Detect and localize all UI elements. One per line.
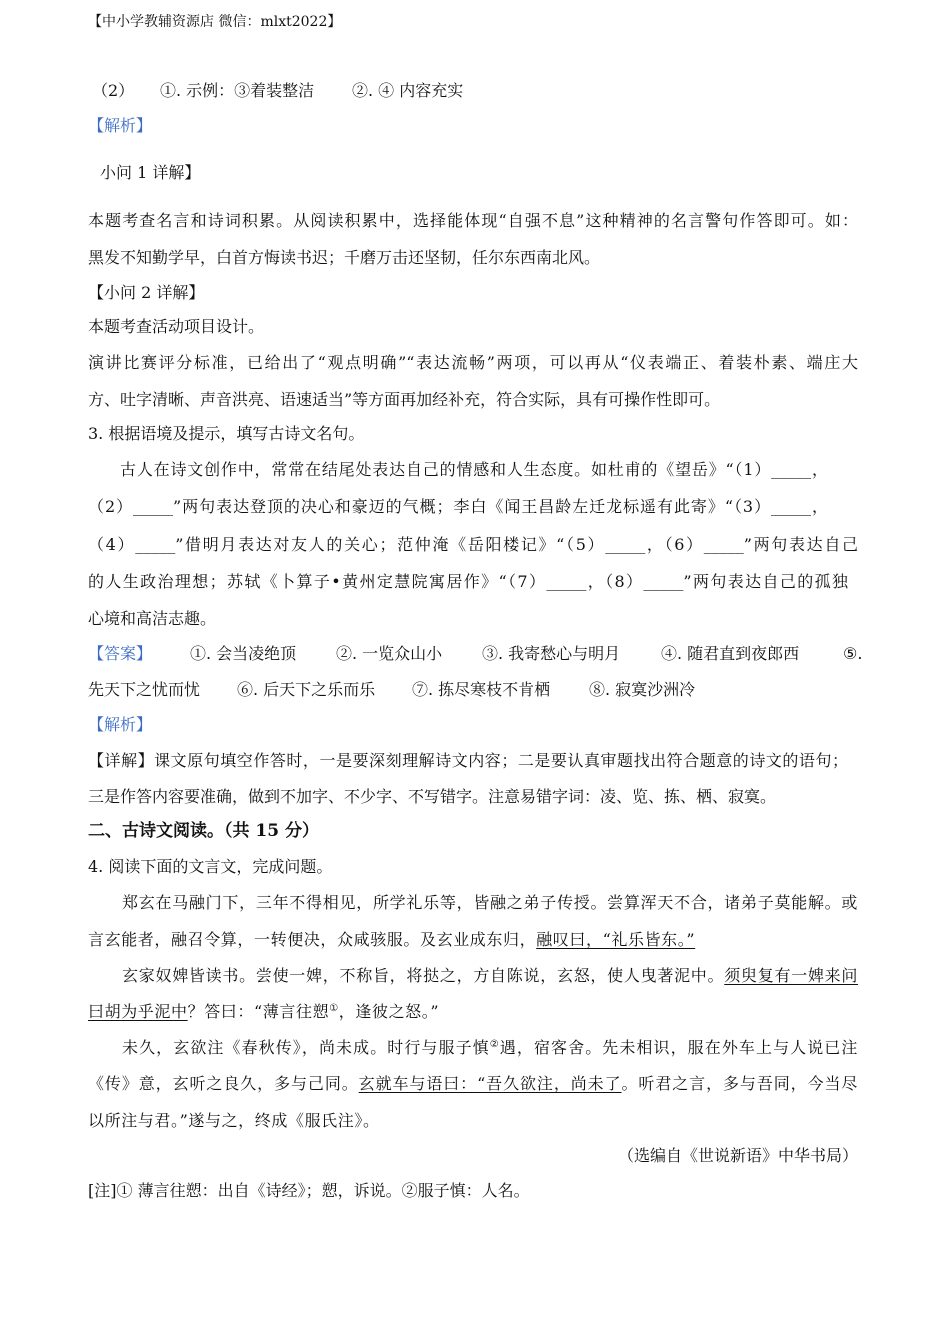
passage-text: 未久，玄欲注《春秋传》，尚未成。时行与服子慎	[122, 1038, 490, 1057]
q3-analysis-label: 【解析】	[88, 715, 153, 734]
section2-title: 二、古诗文阅读。（共 15 分）	[88, 821, 319, 841]
passage-text: 。听君之言，多与吾同，今当尽	[621, 1074, 859, 1093]
q3-answer-item: ③. 我寄愁心与明月	[482, 644, 621, 663]
passage-text: 玄家奴婢皆读书。尝使一婢，不称旨，将挞之，方自陈说，玄怒，使人曳著泥中。	[122, 966, 725, 985]
passage-text: 遇，宿客舍。先未相识，服在外车上与人说已注	[499, 1038, 858, 1057]
q2-label: （2）	[92, 81, 135, 100]
q3-title: 3. 根据语境及提示，填写古诗文名句。	[88, 424, 365, 443]
passage-p3-line-3: 以所注与君。”遂与之，终成《服氏注》。	[88, 1111, 380, 1130]
passage-underlined-text: 玄就车与语曰：“吾久欲注，尚未了	[358, 1074, 622, 1093]
passage-p2-line-2	[88, 1002, 439, 1022]
analysis-label: 【解析】	[88, 116, 153, 135]
passage-text: 言玄能者，融召令算，一转便决，众咸骇服。及玄业成东归，	[88, 930, 537, 949]
passage-text: ，逢彼之怒。”	[338, 1002, 440, 1021]
passage-text: 《传》意，玄听之良久，多与己同。	[88, 1074, 359, 1093]
sub2-line-1: 本题考查活动项目设计。	[88, 317, 265, 336]
q3-line-1: 古人在诗文创作中，常常在结尾处表达自己的情感和人生态度。如杜甫的《望岳》“（1）_____，	[120, 460, 828, 479]
q3-line-3: （4）_____”借明月表达对友人的关心；范仲淹《岳阳楼记》“（5）_____，（6）_____”两句表达自己	[88, 535, 858, 554]
q3-answer-item: 先天下之忧而忧	[88, 680, 201, 699]
q3-analysis-line-1: 【详解】课文原句填空作答时，一是要深刻理解诗文内容；二是要认真审题找出符合题意的诗文的语句；	[88, 751, 848, 770]
q3-line-4: 的人生政治理想；苏轼《卜算子•黄州定慧院寓居作》“（7）_____，（8）_____”两句表达自己的孤独	[88, 572, 848, 591]
sub1-line-1: 本题考查名言和诗词积累。从阅读积累中，选择能体现“自强不息”这种精神的名言警句作答即可。如：	[88, 211, 858, 230]
passage-p2-line-1	[122, 966, 858, 986]
q3-answer-item: ④. 随君直到夜郎西	[661, 644, 800, 663]
passage-note: [注]① 薄言往愬：出自《诗经》；愬，诉说。②服子慎：人名。	[88, 1181, 530, 1200]
q2-answer-line	[92, 81, 792, 101]
sub2-line-3: 方、吐字清晰、声音洪亮、语速适当”等方面再加经补充，符合实际，具有可操作性即可。	[88, 390, 721, 409]
q3-answer-item: ⑧. 寂寞沙洲冷	[589, 680, 696, 699]
passage-underlined-text: 须臾复有一婢来问	[724, 966, 858, 985]
footnote-marker: ②	[489, 1039, 500, 1050]
sub1-line-2: 黑发不知勤学早，白首方悔读书迟；千磨万击还坚韧，任尔东西南北风。	[88, 248, 601, 267]
passage-p3-line-1	[122, 1038, 858, 1058]
passage-source: （选编自《世说新语》中华书局）	[617, 1146, 858, 1165]
passage-underlined-text: 曰胡为乎泥中	[88, 1002, 188, 1021]
q3-answer-item: ⑥. 后天下之乐而乐	[237, 680, 376, 699]
passage-text: ？答曰：“薄言往愬	[187, 1002, 330, 1021]
sub1-title: 小问 1 详解】	[100, 163, 201, 182]
page-header: 【中小学教辅资源店 微信：mlxt2022】	[88, 14, 342, 30]
q3-answer-label: 【答案】	[88, 644, 153, 663]
q3-analysis-line-2: 三是作答内容要准确，做到不加字、不少字、不写错字。注意易错字词：凌、览、拣、栖、寂寞。	[88, 787, 777, 806]
passage-p1-line-1: 郑玄在马融门下，三年不得相见，所学礼乐等，皆融之弟子传授。尝算浑天不合，诸弟子莫能解。或	[122, 893, 858, 912]
q3-answer-item: ①. 会当凌绝顶	[190, 644, 297, 663]
q3-answer-item: ②. 一览众山小	[336, 644, 443, 663]
q2-answer-1: ①. 示例：③着装整洁	[160, 81, 315, 100]
q3-line-2: （2）_____”两句表达登顶的决心和豪迈的气概；李白《闻王昌龄左迁龙标遥有此寄》“（3）_____，	[88, 497, 828, 516]
q2-answer-2: ②. ④ 内容充实	[352, 81, 464, 100]
q3-line-5: 心境和高洁志趣。	[88, 609, 217, 628]
q3-answer-item: ⑤.	[843, 644, 863, 663]
passage-p1-line-2	[88, 930, 695, 950]
sub2-title: 【小问 2 详解】	[88, 283, 205, 302]
q4-title: 4. 阅读下面的文言文，完成问题。	[88, 857, 333, 876]
q3-answer-item: ⑦. 拣尽寒枝不肯栖	[412, 680, 551, 699]
sub2-line-2: 演讲比赛评分标准，已给出了“观点明确”“表达流畅”两项，可以再从“仪表端正、着装朴素、端庄大	[88, 353, 858, 372]
passage-underlined-text: 融叹曰，“礼乐皆东。”	[536, 930, 696, 949]
footnote-marker: ①	[329, 1003, 339, 1014]
passage-p3-line-2	[88, 1074, 858, 1094]
